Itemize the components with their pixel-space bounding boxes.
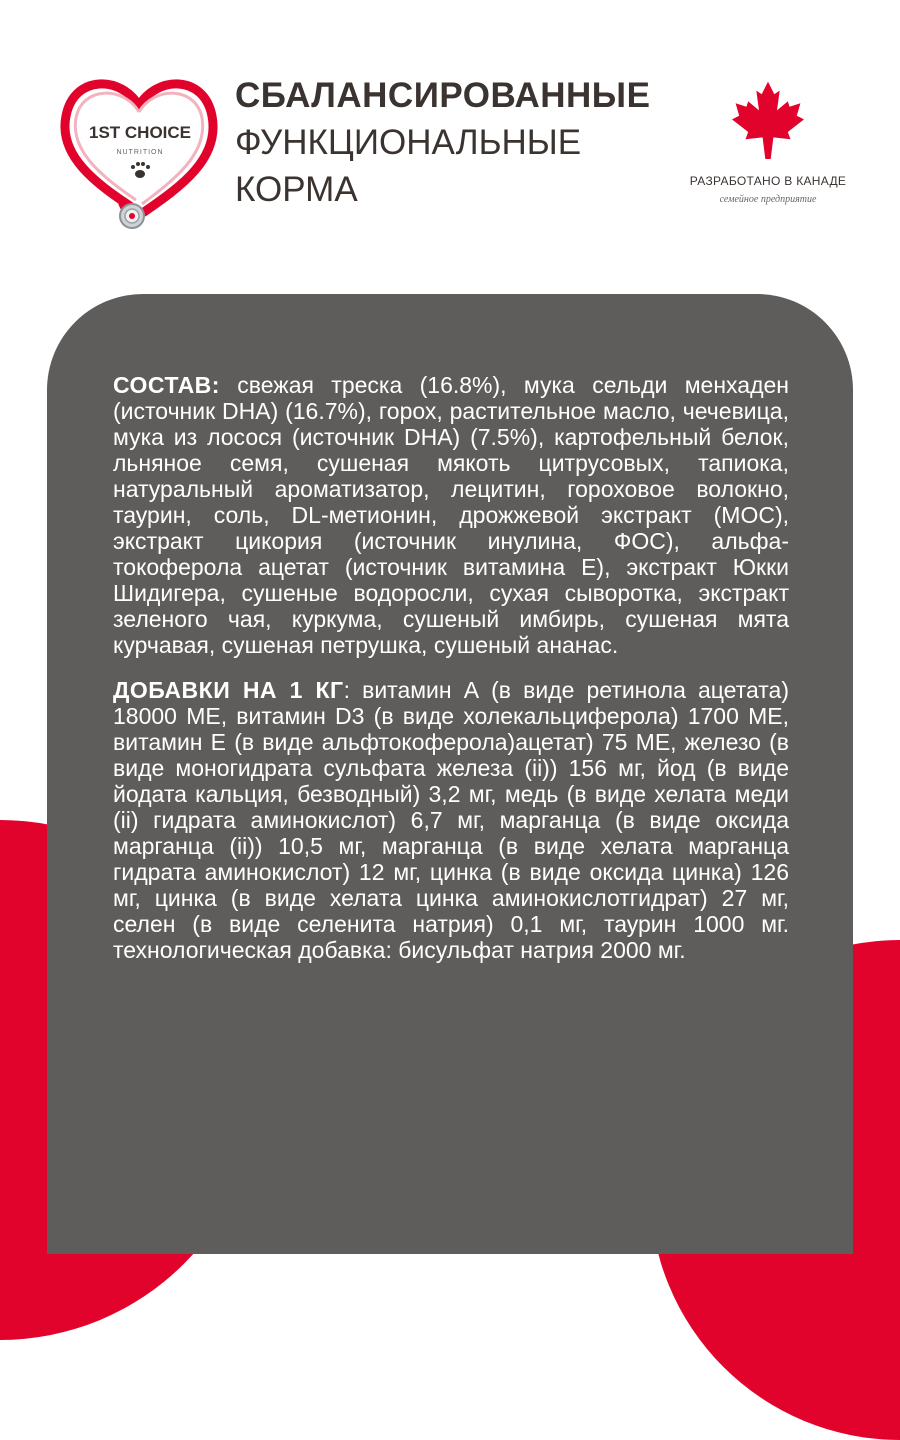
brand-logo bbox=[52, 66, 227, 236]
headline-line-2: ФУНКЦИОНАЛЬНЫЕ bbox=[235, 123, 582, 162]
logo-subtitle: NUTRITION bbox=[116, 149, 164, 156]
composition-label: СОСТАВ: bbox=[113, 372, 220, 398]
maple-leaf-icon bbox=[723, 78, 813, 168]
headline-line-1: СБАЛАНСИРОВАННЫЕ bbox=[235, 76, 651, 115]
logo-text: 1ST CHOICE bbox=[88, 123, 192, 142]
composition-paragraph bbox=[113, 372, 789, 658]
made-in-canada-label: РАЗРАБОТАНО В КАНАДЕ bbox=[689, 174, 847, 188]
paw-icon bbox=[131, 162, 150, 178]
headline bbox=[235, 78, 650, 219]
made-in-canada-badge bbox=[688, 78, 848, 205]
family-business-label: семейное предприятие bbox=[719, 194, 817, 205]
composition-text: свежая треска (16.8%), мука сельди менхаден (источник DHA) (16.7%), горох, растительное масло, чечевица, мука из лосося (источник DHA) (7.5%), картофельный белок, льняное семя, сушеная мякоть цитрусовых, тапиока, натуральный ароматизатор, лецитин, гороховое волокно, таурин, соль, DL-метионин, дрожжевой экстракт (МОС), экстракт цикория (источник инулина, ФОС), альфа-токоферола ацетат (источник витамина Е), экстракт Юкки Шидигера, сушеные водоросли, сухая сыворотка, экстракт зеленого чая, куркума, сушеный имбирь, сушеная мята курчавая, сушеная петрушка, сушеный ананас. bbox=[113, 372, 789, 658]
headline-line-3: КОРМА bbox=[235, 170, 358, 209]
additives-text: : витамин А (в виде ретинола ацетата) 18000 МЕ, витамин D3 (в виде холекальциферола) 1700 МЕ, витамин Е (в виде альфтокоферола)ацетат) 75 МЕ, железо (в виде моногидрата сульфата железа (ii)) 156 мг, йод (в виде йодата кальция, безводный) 3,2 мг, медь (в виде хелата меди (ii) гидрата аминокислот) 6,7 мг, марганца (в виде оксида марганца (ii)) 10,5 мг, марганца (в виде хелата марганца гидрата аминокислот) 12 мг, цинка (в виде оксида цинка) 126 мг, цинка (в виде хелата цинка аминокислотгидрат) 27 мг, селен (в виде селенита натрия) 0,1 мг, таурин 1000 мг. технологическая добавка: бисульфат натрия 2000 мг. bbox=[113, 677, 789, 963]
additives-paragraph bbox=[113, 677, 789, 963]
card-text bbox=[113, 372, 789, 982]
additives-label: ДОБАВКИ НА 1 КГ bbox=[113, 677, 344, 703]
